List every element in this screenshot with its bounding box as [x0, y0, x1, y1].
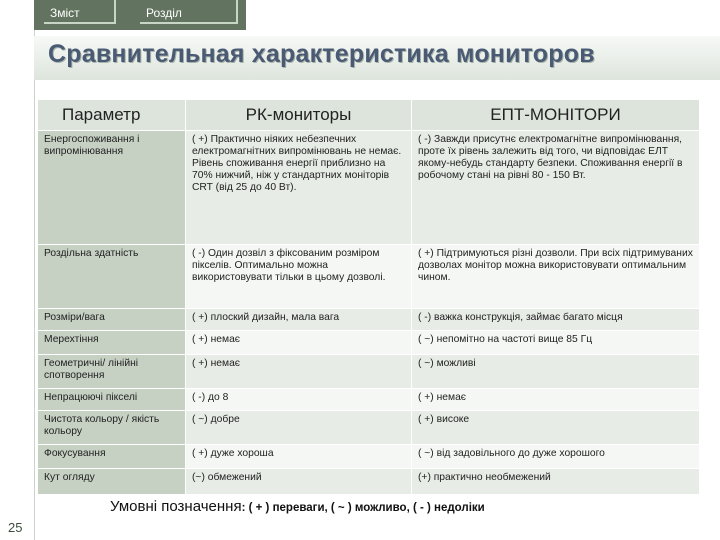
toc-button[interactable]: Зміст	[44, 0, 116, 24]
param-cell: Фокусування	[38, 445, 186, 469]
crt-cell: ( ~) від задовільного до дуже хорошого	[412, 445, 700, 469]
crt-cell: ( -) важка конструкція, займає багато місця	[412, 309, 700, 331]
left-margin-bar	[0, 0, 35, 540]
param-cell: Енергоспоживання і випромінювання	[38, 131, 186, 245]
param-cell: Роздільна здатність	[38, 245, 186, 309]
lcd-cell: (~) обмежений	[186, 469, 412, 495]
lcd-cell: ( +) дуже хороша	[186, 445, 412, 469]
table-row	[38, 355, 700, 389]
crt-cell: (+) практично необмежений	[412, 469, 700, 495]
param-cell: Мерехтіння	[38, 331, 186, 355]
table-row	[38, 331, 700, 355]
page-number: 25	[8, 520, 23, 535]
crt-cell: ( -) Завжди присутнє електромагнітне випромінювання, проте їх рівень залежить від того, чи відповідає ЕЛТ якому-небудь стандарту безпеки. Споживання енергії в робочому стані на рівні 80 - 150 Вт.	[412, 131, 700, 245]
lcd-cell: ( +) Практично ніяких небезпечних електромагнітних випромінювань не немає. Рівень споживання енергії приблизно на 70% нижчий, ніж у стандартних моніторів CRT (від 25 до 40 Вт).	[186, 131, 412, 245]
param-cell: Розміри/вага	[38, 309, 186, 331]
param-cell: Непрацюючі пікселі	[38, 389, 186, 411]
param-cell: Геометричні/ лінійні спотворення	[38, 355, 186, 389]
slide-title: Сравнительная характеристика мониторов	[48, 40, 595, 68]
crt-cell: ( ~) можливі	[412, 355, 700, 389]
table-row	[38, 389, 700, 411]
table-row	[38, 469, 700, 495]
lcd-cell: ( +) немає	[186, 331, 412, 355]
table-row	[38, 309, 700, 331]
table-row	[38, 245, 700, 309]
legend	[110, 498, 485, 515]
crt-cell: ( +) немає	[412, 389, 700, 411]
comparison-table	[37, 99, 699, 495]
lcd-cell: ( ~) добре	[186, 411, 412, 445]
header-parameter: Параметр	[38, 100, 186, 131]
table-header-row	[38, 100, 700, 131]
table-row	[38, 445, 700, 469]
table-row	[38, 411, 700, 445]
header-crt: ЕПТ-МОНІТОРИ	[412, 100, 700, 131]
legend-title: Умовні позначення	[110, 498, 242, 515]
table-row	[38, 131, 700, 245]
lcd-cell: ( +) немає	[186, 355, 412, 389]
lcd-cell: ( -) до 8	[186, 389, 412, 411]
param-cell: Чистота кольору / якість кольору	[38, 411, 186, 445]
lcd-cell: ( -) Один дозвіл з фіксованим розміром пікселів. Оптимально можна використовувати тільки в цьому дозволі.	[186, 245, 412, 309]
crt-cell: ( +) Підтримуються різні дозволи. При всіх підтримуваних дозволах монітор можна використовувати оптимальним чином.	[412, 245, 700, 309]
header-lcd: РК-мониторы	[186, 100, 412, 131]
lcd-cell: ( +) плоский дизайн, мала вага	[186, 309, 412, 331]
section-button[interactable]: Розділ	[140, 0, 238, 24]
crt-cell: ( ~) непомітно на частоті вище 85 Гц	[412, 331, 700, 355]
param-cell: Кут огляду	[38, 469, 186, 495]
legend-text: : ( + ) переваги, ( ~ ) можливо, ( - ) недоліки	[241, 502, 485, 514]
crt-cell: ( +) високе	[412, 411, 700, 445]
